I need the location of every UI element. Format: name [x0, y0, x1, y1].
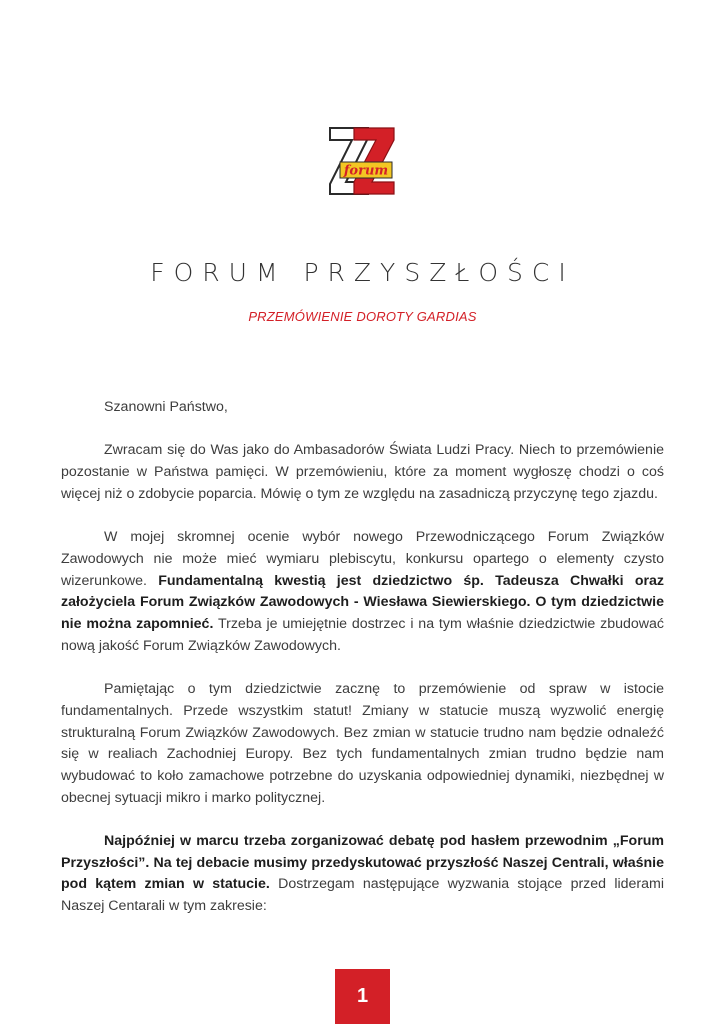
paragraph-1: Zwracam się do Was jako do Ambasadorów Świata Ludzi Pracy. Niech to przemówienie pozostanie w Państwa pamięci. W przemówieniu, które za moment wygłoszę chodzi o coś więcej niż o zdobycie poparcia. Mówię o tym ze względu na zasadniczą przyczynę tego zjazdu. [61, 442, 664, 502]
page-number-badge: 1 [335, 969, 390, 1024]
speech-body [61, 397, 664, 940]
paragraph-4 [61, 831, 664, 918]
salutation: Szanowni Państwo, [104, 399, 228, 415]
page-title: FORUM PRZYSZŁOŚCI [150, 258, 575, 287]
page-subtitle: PRZEMÓWIENIE DOROTY GARDIAS [248, 309, 477, 324]
paragraph-2 [61, 527, 664, 657]
paragraph-2-rest: Trzeba je umiejętnie dostrzec i na tym właśnie dziedzictwie zbudować nową jakość Forum Związków Zawodowych. [61, 616, 665, 654]
paragraph-4-emphasis: Najpóźniej w marcu trzeba zorganizować debatę pod hasłem przewodnim „Forum Przyszłości”. Na tej debacie musimy przedyskutować przyszłość Naszej Centrali, właśnie pod kątem zmian w statucie. [61, 833, 664, 893]
paragraph-4-rest: Dostrzegam następujące wyzwania stojące przed liderami Naszej Centarali w tym zakresie: [61, 876, 664, 915]
paragraph-2-emphasis: Fundamentalną kwestią jest dziedzictwo śp. Tadeusza Chwałki oraz założyciela Forum Związków Zawodowych - Wiesława Siewierskiego. O tym dziedzictwie nie można zapomnieć. [61, 572, 664, 632]
paragraph-3: Pamiętając o tym dziedzictwie zacznę to przemówienie od spraw w istocie fundamentalnych. Przede wszystkim statut! Zmiany w statucie muszą wyzwolić energię strukturalną Forum Związków Zawodowych. Bez zmian w statucie trudno nam będzie odnaleźć się w realiach Zachodniej Europy. Bez tych fundamentalnych zmian trudno będzie nam wybudować to koło zamachowe potrzebne do uzyskania odpowiedniej dynamiki, niezbędnej w obecnej sytuacji mikro i marko politycznej. [61, 681, 664, 806]
paragraph-2-intro: W mojej skromnej ocenie wybór nowego Przewodniczącego Forum Związków Zawodowych nie może mieć wymiaru plebiscytu, konkursu opartego o elementy czysto wizerunkowe. [61, 529, 664, 589]
logo-wordmark: forum [343, 163, 389, 179]
forum-logo [328, 126, 396, 196]
